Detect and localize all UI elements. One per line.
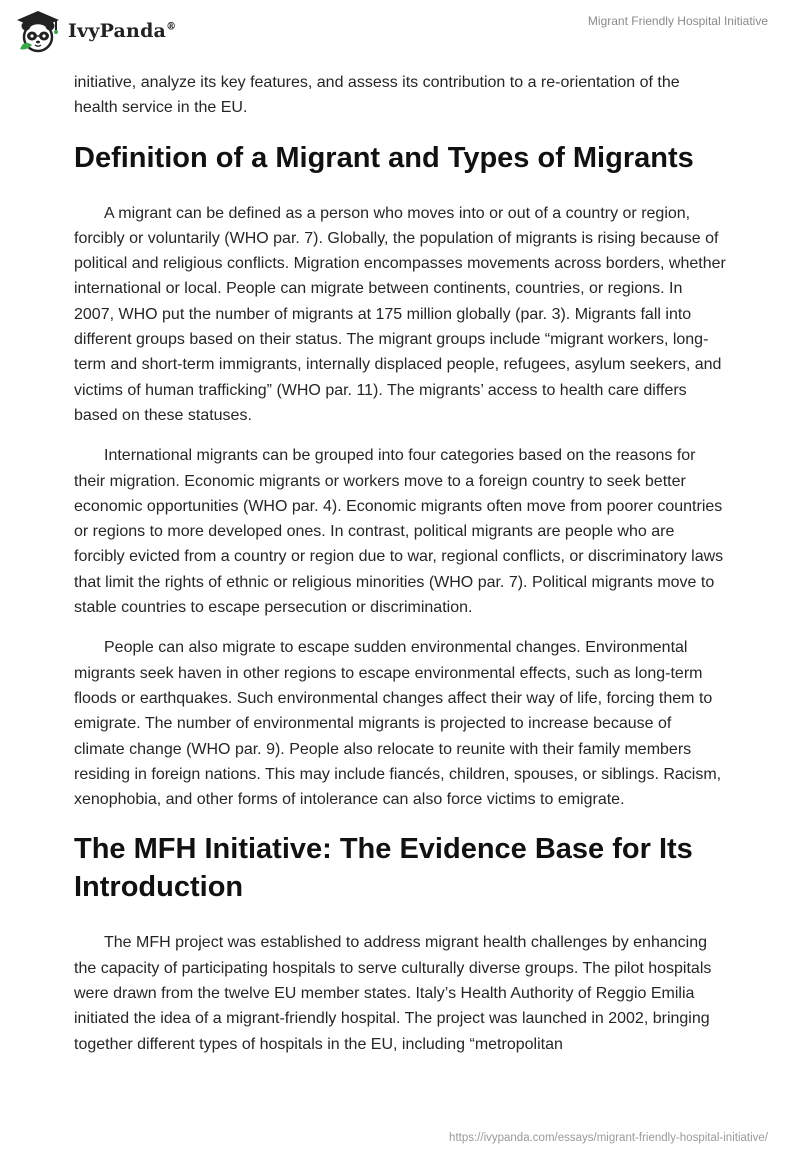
source-url[interactable]: https://ivypanda.com/essays/migrant-friendly-hospital-initiative/ bbox=[449, 1132, 768, 1144]
paragraph: People can also migrate to escape sudden environmental changes. Environmental migrants seek haven in other regions to escape environmental effects, such as long-term floods or earthquakes. Such environmental changes affect their way of life, forcing them to emigrate. The number of environmental migrants is projected to increase because of climate change (WHO par. 9). People also relocate to reunite with their family members residing in foreign nations. This may include fiancés, children, spouses, or siblings. Racism, xenophobia, and other forms of intolerance can also force victims to emigrate. bbox=[74, 639, 722, 809]
ivypanda-logo[interactable] bbox=[14, 8, 176, 54]
intro-paragraph-tail: initiative, analyze its key features, and assess its contribution to a re-orientation of the health service in the EU. bbox=[74, 74, 680, 117]
panda-graduate-icon bbox=[14, 9, 62, 53]
document-title: Migrant Friendly Hospital Initiative bbox=[587, 14, 768, 28]
essay-content bbox=[74, 70, 726, 1072]
section-heading-definition: Definition of a Migrant and Types of Migrants bbox=[74, 141, 694, 174]
paragraph: A migrant can be defined as a person who moves into or out of a country or region, forcibly or voluntarily (WHO par. 7). Globally, the population of migrants is rising because of political and religious conflicts. Migration encompasses movements across borders, whether international or local. People can migrate between continents, countries, or regions. In 2007, WHO put the number of migrants at 175 million globally (par. 3). Migrants fall into different groups based on their status. The migrant groups include “migrant workers, long-term and short-term immigrants, internally displaced people, refugees, asylum seekers, and victims of human trafficking” (WHO par. 11). The migrants’ access to health care differs based on these statuses. bbox=[74, 204, 726, 424]
section-heading-mfh-initiative: The MFH Initiative: The Evidence Base for Its Introduction bbox=[74, 833, 693, 904]
page-header bbox=[0, 0, 800, 62]
paragraph: The MFH project was established to address migrant health challenges by enhancing the capacity of participating hospitals to serve culturally diverse groups. The pilot hospitals were drawn from the twelve EU member states. Italy’s Health Authority of Reggio Emilia initiated the idea of a migrant-friendly hospital. The project was launched in 2002, bringing together different types of hospitals in the EU, including “metropolitan bbox=[74, 934, 712, 1053]
paragraph: International migrants can be grouped into four categories based on the reasons for their migration. Economic migrants or workers move to a foreign country to seek better economic opportunities (WHO par. 4). Economic migrants often move from poorer countries or regions to more developed ones. In contrast, political migrants are people who are forcibly evicted from a country or region due to war, regional conflicts, or discriminatory laws that limit the rights of ethnic or religious minorities (WHO par. 7). Political migrants move to stable countries to escape persecution or discrimination. bbox=[74, 447, 724, 617]
brand-name: IvyPanda® bbox=[68, 20, 177, 42]
